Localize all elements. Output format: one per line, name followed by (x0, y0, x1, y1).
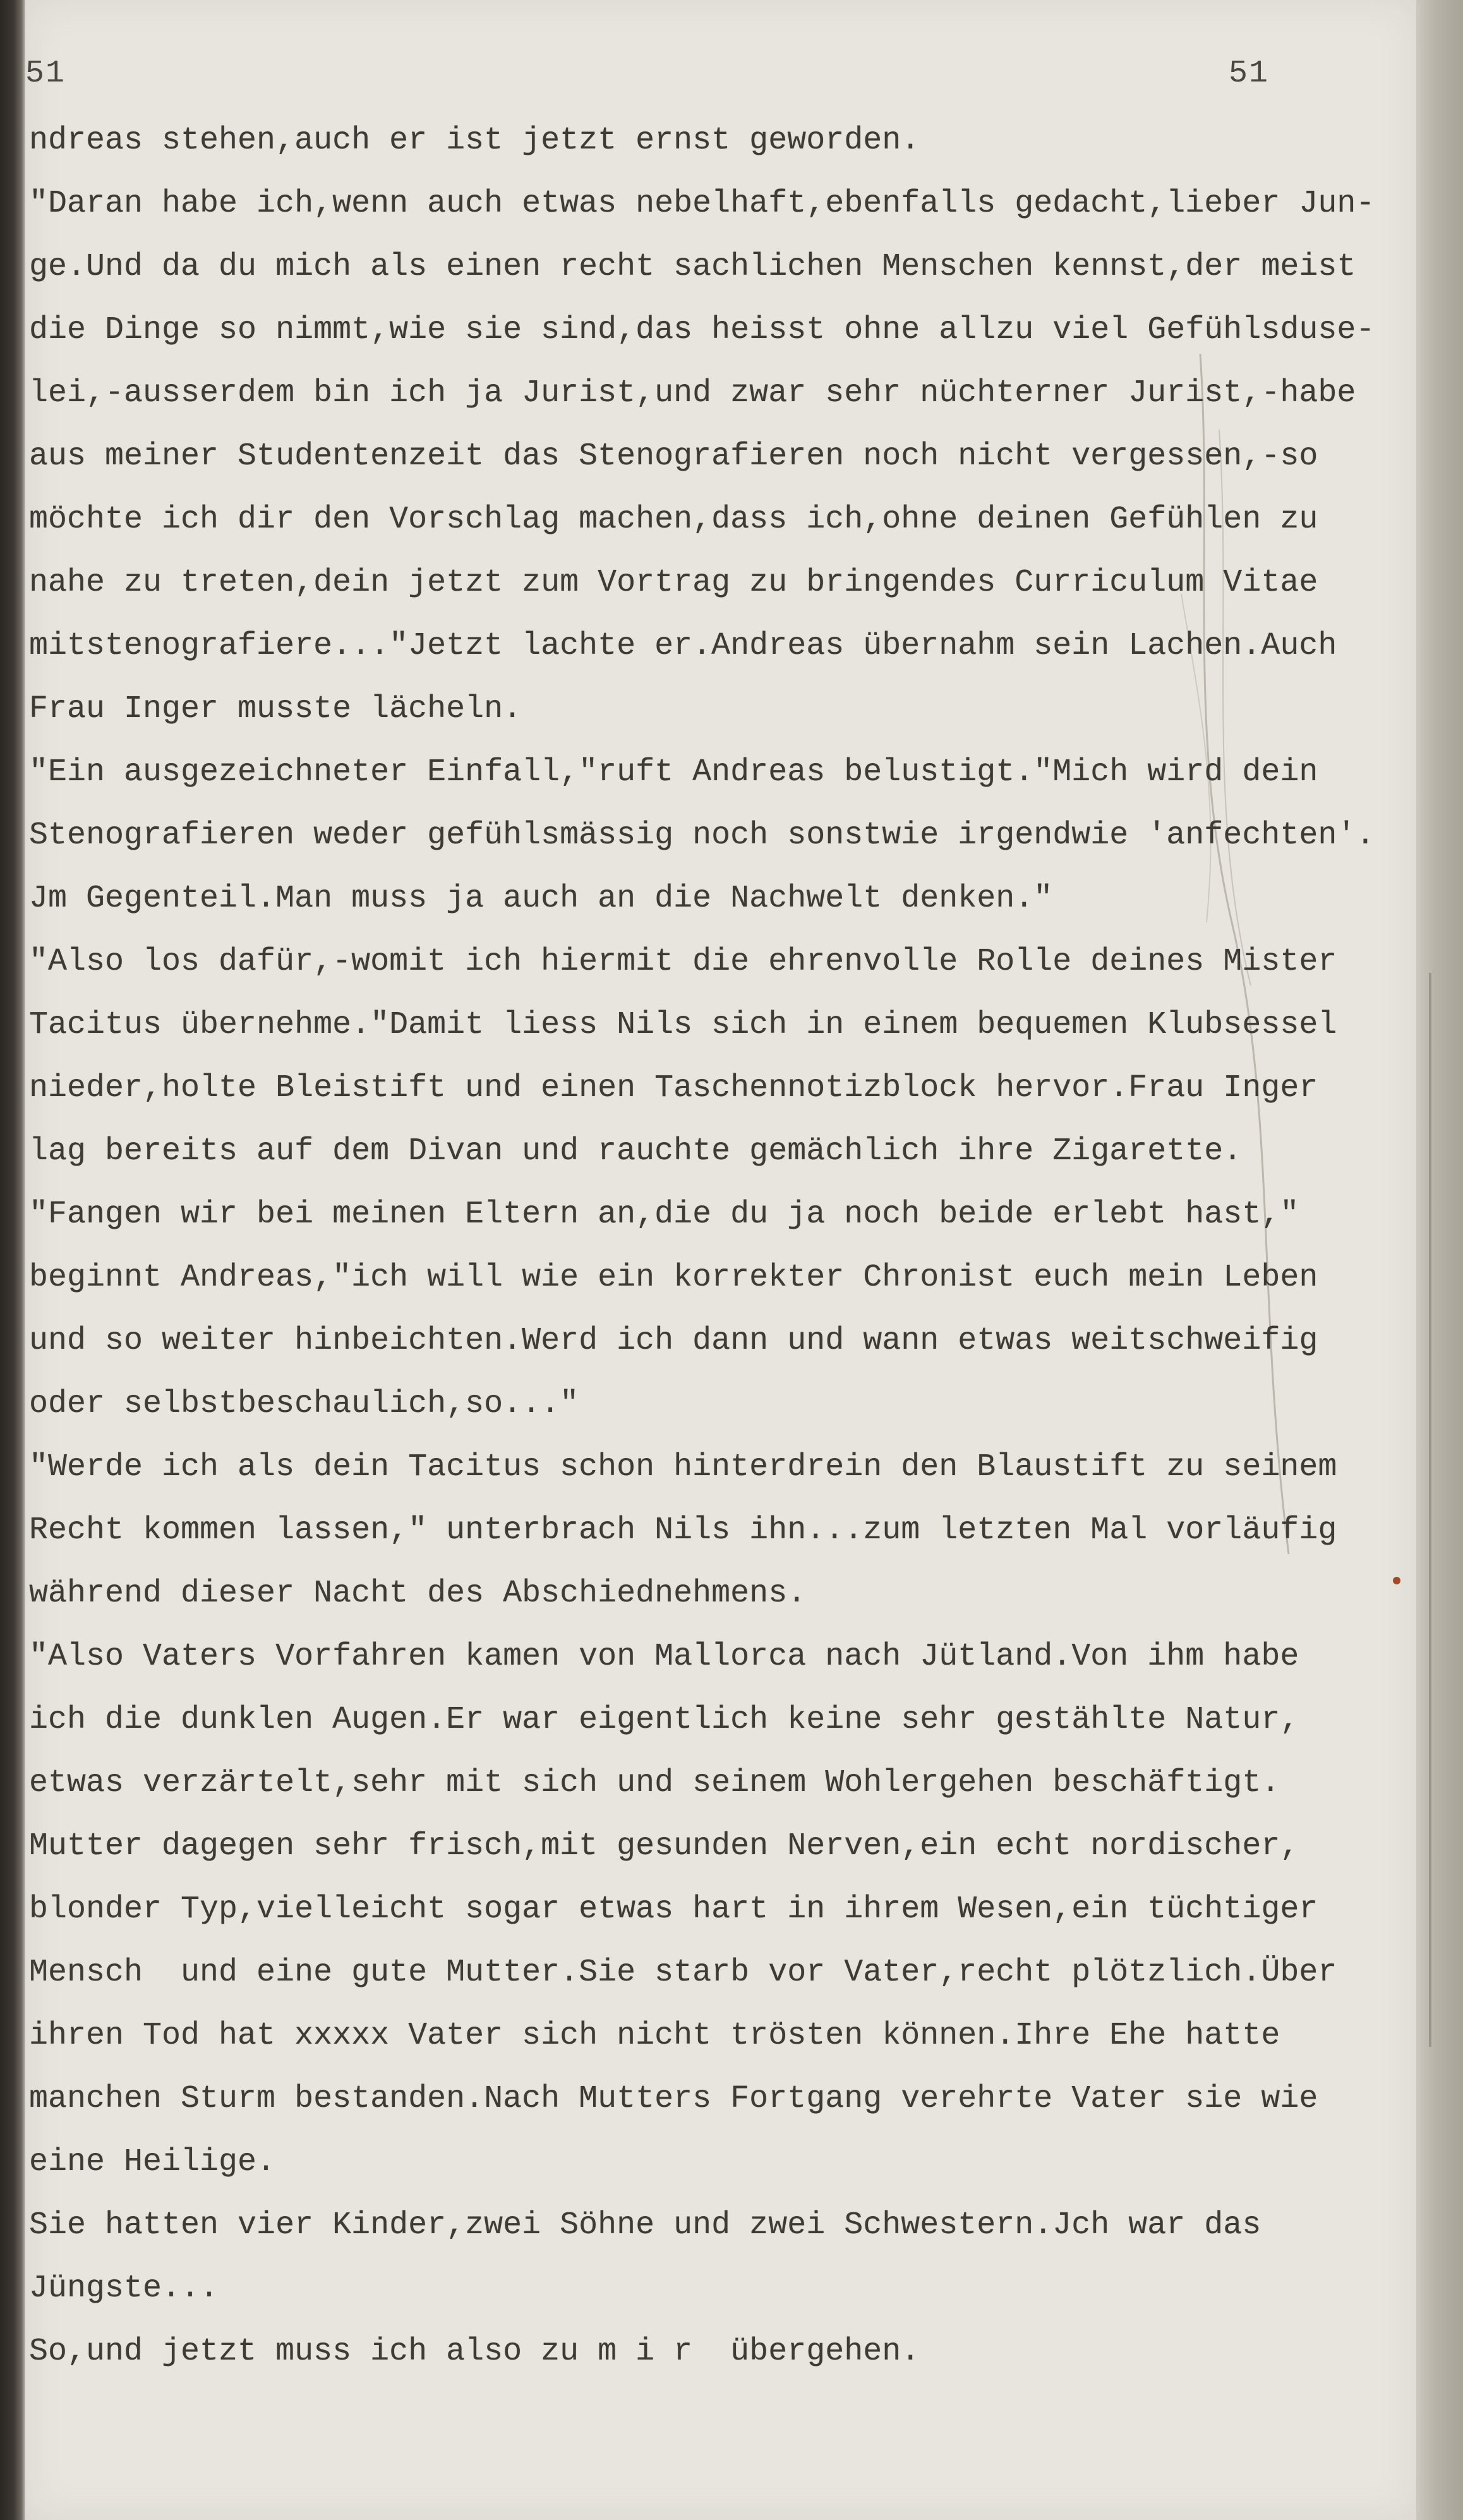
text-line: und so weiter hinbeichten.Werd ich dann und wann etwas weitschweifig (29, 1323, 1318, 1359)
text-line: "Ein ausgezeichneter Einfall,"ruft Andreas belustigt."Mich wird dein (29, 754, 1318, 790)
text-line: aus meiner Studentenzeit das Stenografieren noch nicht vergessen,-so (29, 438, 1318, 474)
text-line: nieder,holte Bleistift und einen Taschennotizblock hervor.Frau Inger (29, 1070, 1318, 1106)
margin-line (1429, 973, 1431, 2047)
typewritten-text (29, 120, 1406, 2394)
text-line: mitstenografiere..."Jetzt lachte er.Andreas übernahm sein Lachen.Auch (29, 628, 1337, 664)
text-line: "Daran habe ich,wenn auch etwas nebelhaft,ebenfalls gedacht,lieber Jun- (29, 186, 1375, 222)
text-line: "Also Vaters Vorfahren kamen von Mallorca nach Jütland.Von ihm habe (29, 1639, 1299, 1675)
text-line: manchen Sturm bestanden.Nach Mutters Fortgang verehrte Vater sie wie (29, 2081, 1318, 2117)
text-line: ihren Tod hat xxxxx Vater sich nicht trösten können.Ihre Ehe hatte (29, 2018, 1280, 2054)
text-line: lei,-ausserdem bin ich ja Jurist,und zwar sehr nüchterner Jurist,-habe (29, 375, 1356, 411)
text-line: "Werde ich als dein Tacitus schon hinterdrein den Blaustift zu seinem (29, 1449, 1337, 1485)
text-line: Mutter dagegen sehr frisch,mit gesunden Nerven,ein echt nordischer, (29, 1828, 1299, 1864)
text-line: eine Heilige. (29, 2144, 276, 2180)
text-line: ge.Und da du mich als einen recht sachlichen Menschen kennst,der meist (29, 249, 1356, 285)
text-line: "Fangen wir bei meinen Eltern an,die du ja noch beide erlebt hast," (29, 1197, 1299, 1233)
text-line: Jüngste... (29, 2270, 219, 2306)
text-line: "Also los dafür,-womit ich hiermit die ehrenvolle Rolle deines Mister (29, 944, 1337, 980)
text-line: lag bereits auf dem Divan und rauchte gemächlich ihre Zigarette. (29, 1133, 1243, 1169)
right-page-edge (1416, 0, 1463, 2520)
text-line: oder selbstbeschaulich,so..." (29, 1386, 579, 1422)
text-line: die Dinge so nimmt,wie sie sind,das heisst ohne allzu viel Gefühlsdusе- (29, 312, 1375, 348)
text-line: So,und jetzt muss ich also zu m i r übergehen. (29, 2334, 920, 2370)
text-line: ich die dunklen Augen.Er war eigentlich keine sehr gestählte Natur, (29, 1702, 1299, 1738)
text-line: Stenografieren weder gefühlsmässig noch sonstwie irgendwie 'anfechten'. (29, 817, 1375, 853)
text-line: blonder Typ,vielleicht sogar etwas hart in ihrem Wesen,ein tüchtiger (29, 1891, 1318, 1927)
text-line: Frau Inger musste lächeln. (29, 691, 522, 727)
text-line: beginnt Andreas,"ich will wie ein korrekter Chronist euch mein Leben (29, 1260, 1318, 1296)
text-line: etwas verzärtelt,sehr mit sich und seinem Wohlergehen beschäftigt. (29, 1765, 1280, 1801)
text-line: Jm Gegenteil.Man muss ja auch an die Nachwelt denken." (29, 881, 1053, 917)
text-line: Mensch und eine gute Mutter.Sie starb vor Vater,recht plötzlich.Über (29, 1955, 1337, 1991)
page-number: 51 (1229, 56, 1270, 92)
text-line: während dieser Nacht des Abschiednehmens. (29, 1576, 807, 1612)
text-line: Sie hatten vier Kinder,zwei Söhne und zwei Schwestern.Jch war das (29, 2207, 1261, 2243)
page-number-left: 51 (25, 56, 66, 92)
text-line: ndreas stehen,auch er ist jetzt ernst geworden. (29, 123, 920, 159)
binding-edge (0, 0, 25, 2520)
text-line: möchte ich dir den Vorschlag machen,dass ich,ohne deinen Gefühlen zu (29, 502, 1318, 538)
text-line: Recht kommen lassen," unterbrach Nils ihn...zum letzten Mal vorläufig (29, 1512, 1337, 1548)
text-line: Tacitus übernehme."Damit liess Nils sich in einem bequemen Klubsessel (29, 1007, 1337, 1043)
text-line: nahe zu treten,dein jetzt zum Vortrag zu bringendes Curriculum Vitae (29, 565, 1318, 601)
